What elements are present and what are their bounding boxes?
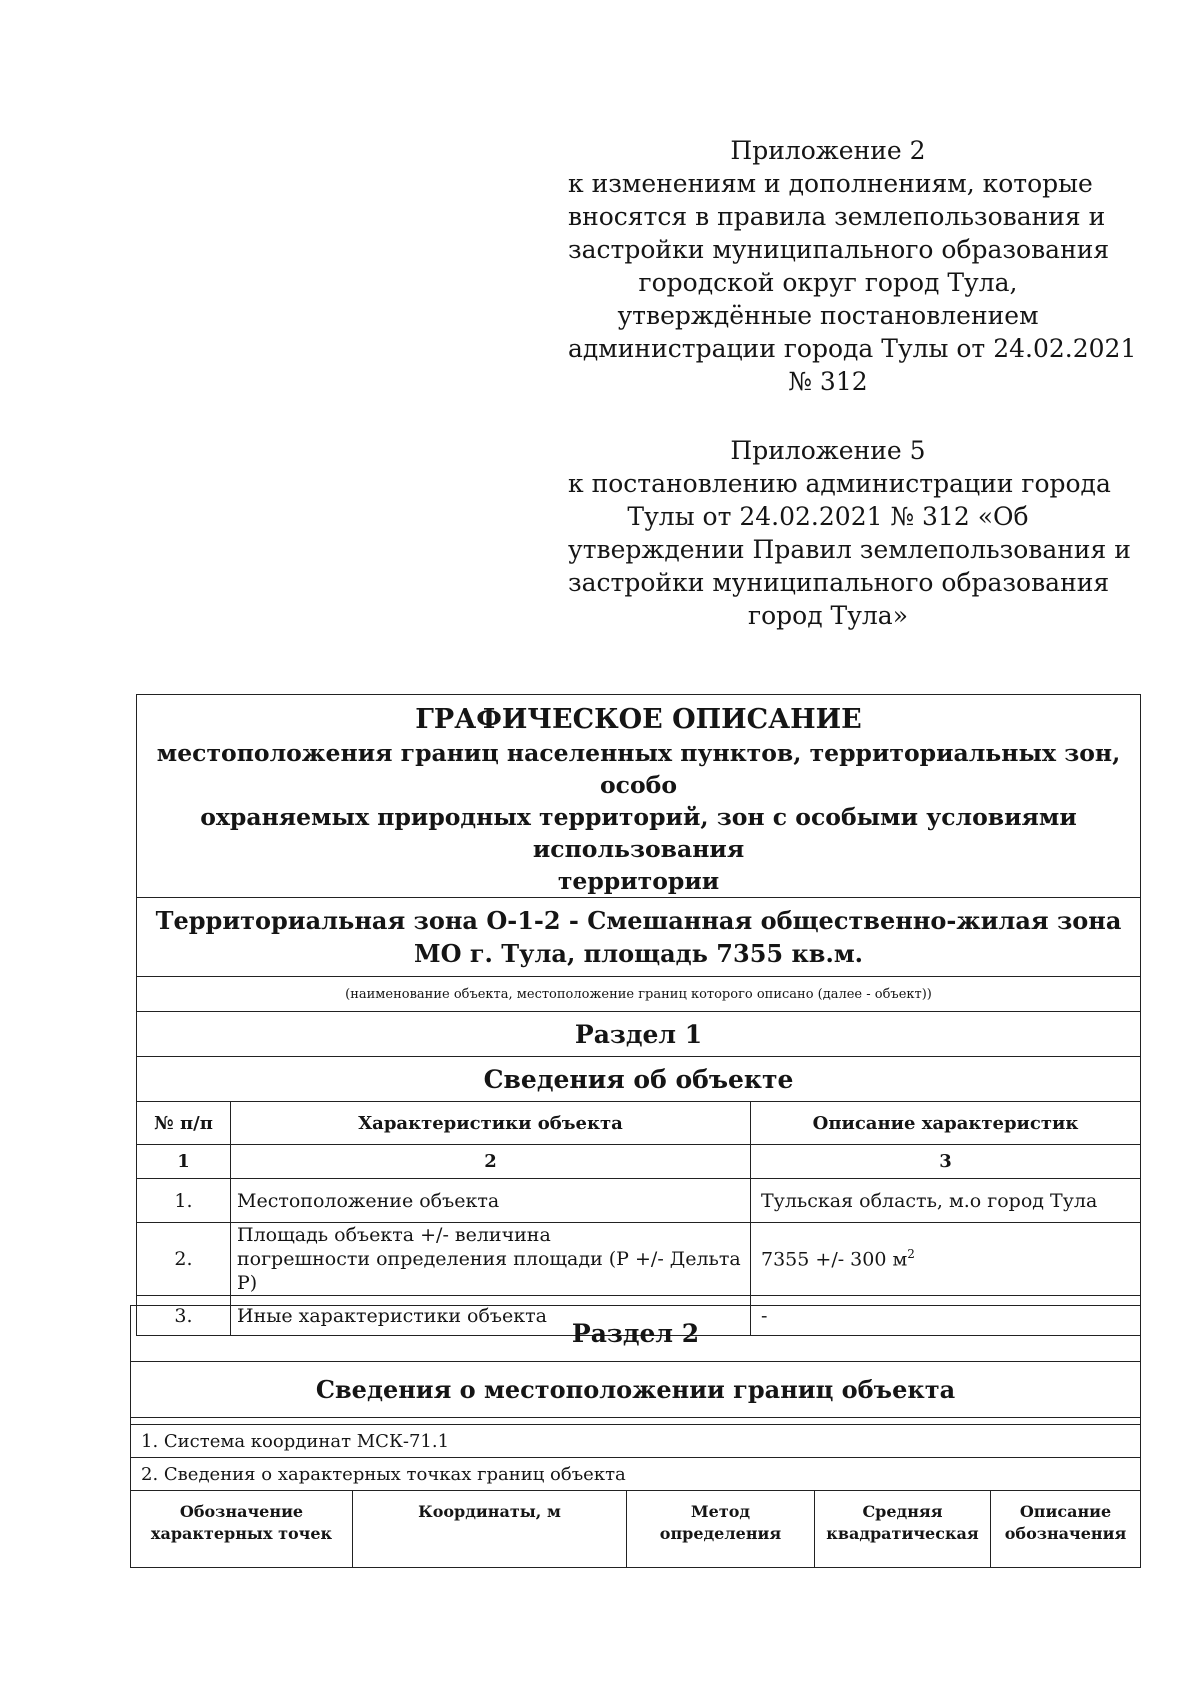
appendix-5-line: город Тула»	[747, 601, 908, 630]
column-header: Описание характеристик	[751, 1102, 1141, 1145]
document-title-cell	[137, 695, 1141, 898]
appendix-5-block	[568, 434, 1131, 632]
points-header-row	[131, 1491, 1141, 1568]
column-header-line: Координаты, м	[418, 1502, 561, 1521]
column-header-line: Метод	[690, 1502, 751, 1521]
appendix-5-line: Тулы от 24.02.2021 № 312 «Об	[627, 502, 1029, 531]
row-characteristic: Иные характеристики объекта	[231, 1296, 751, 1336]
column-header-line: Средняя	[862, 1502, 943, 1521]
table-row	[137, 1179, 1141, 1223]
row-number: 3.	[137, 1296, 231, 1336]
section-1-heading: Сведения об объекте	[137, 1057, 1141, 1102]
column-header-line: квадратическая	[826, 1524, 979, 1543]
column-number: 3	[751, 1145, 1141, 1179]
table-row	[137, 1223, 1141, 1296]
column-header: Характеристики объекта	[231, 1102, 751, 1145]
column-header-line: определения	[659, 1524, 782, 1543]
column-header-line: Обозначение	[179, 1502, 304, 1521]
row-characteristic-line: Площадь объекта +/- величина	[237, 1224, 551, 1246]
appendix-2-line: № 312	[788, 367, 868, 396]
appendix-2-block	[568, 134, 1137, 398]
document-subtitle-line: территории	[557, 867, 720, 895]
document-subtitle-line: охраняемых природных территорий, зон с особыми условиями использования	[200, 803, 1077, 863]
row-description	[751, 1223, 1141, 1296]
zone-name-cell	[137, 898, 1141, 977]
column-number-row	[137, 1145, 1141, 1179]
appendix-2-line: вносятся в правила землепользования и	[568, 202, 1106, 231]
row-characteristic-line: погрешности определения площади (P +/- Дельта P)	[237, 1248, 741, 1294]
column-header-coordinates	[353, 1491, 627, 1568]
column-number: 1	[137, 1145, 231, 1179]
section-2-heading: Сведения о местоположении границ объекта	[131, 1362, 1141, 1418]
section-2-table	[130, 1305, 1141, 1568]
row-description: Тульская область, м.о город Тула	[751, 1179, 1141, 1223]
column-header-line: характерных точек	[150, 1524, 333, 1543]
document-subtitle-line: местоположения границ населенных пунктов, территориальных зон, особо	[156, 739, 1121, 799]
row-description: -	[751, 1296, 1141, 1336]
appendix-2-line: к изменениям и дополнениям, которые	[568, 169, 1093, 198]
row-characteristic: Местоположение объекта	[231, 1179, 751, 1223]
appendix-5-line: к постановлению администрации города	[568, 469, 1111, 498]
appendix-5-line: застройки муниципального образования	[568, 568, 1110, 597]
appendix-5-line: утверждении Правил землепользования и	[568, 535, 1131, 564]
section-1-label: Раздел 1	[137, 1012, 1141, 1057]
points-info: 2. Сведения о характерных точках границ объекта	[131, 1458, 1141, 1491]
row-characteristic	[231, 1223, 751, 1296]
appendix-5-line: Приложение 5	[730, 436, 926, 465]
section-1-table	[136, 694, 1141, 1336]
appendix-2-line: Приложение 2	[730, 136, 926, 165]
column-header-point-label	[131, 1491, 353, 1568]
row-number: 1.	[137, 1179, 231, 1223]
column-header-rms	[815, 1491, 991, 1568]
zone-name-line: Территориальная зона О-1-2 - Смешанная общественно-жилая зона	[155, 906, 1122, 935]
zone-name-line: МО г. Тула, площадь 7355 кв.м.	[414, 939, 864, 968]
coordinate-system: 1. Система координат МСК-71.1	[131, 1425, 1141, 1458]
section-2-label: Раздел 2	[131, 1306, 1141, 1362]
column-number: 2	[231, 1145, 751, 1179]
column-header-description	[991, 1491, 1141, 1568]
appendix-2-line: городской округ город Тула,	[638, 268, 1018, 297]
table-header-row	[137, 1102, 1141, 1145]
appendix-2-line: утверждённые постановлением	[617, 301, 1039, 330]
divider	[131, 1418, 1141, 1425]
area-unit-exponent: 2	[907, 1247, 915, 1262]
column-header-line: Описание	[1019, 1502, 1112, 1521]
column-header-method	[627, 1491, 815, 1568]
column-header-line: обозначения	[1004, 1524, 1127, 1543]
area-value: 7355 +/- 300 м	[761, 1248, 908, 1271]
appendix-2-line: администрации города Тулы от 24.02.2021	[568, 334, 1137, 363]
object-caption: (наименование объекта, местоположение границ которого описано (далее - объект))	[137, 977, 1141, 1012]
appendix-2-line: застройки муниципального образования	[568, 235, 1110, 264]
column-header: № п/п	[137, 1102, 231, 1145]
document-title: ГРАФИЧЕСКОЕ ОПИСАНИЕ	[415, 704, 862, 735]
row-number: 2.	[137, 1223, 231, 1296]
